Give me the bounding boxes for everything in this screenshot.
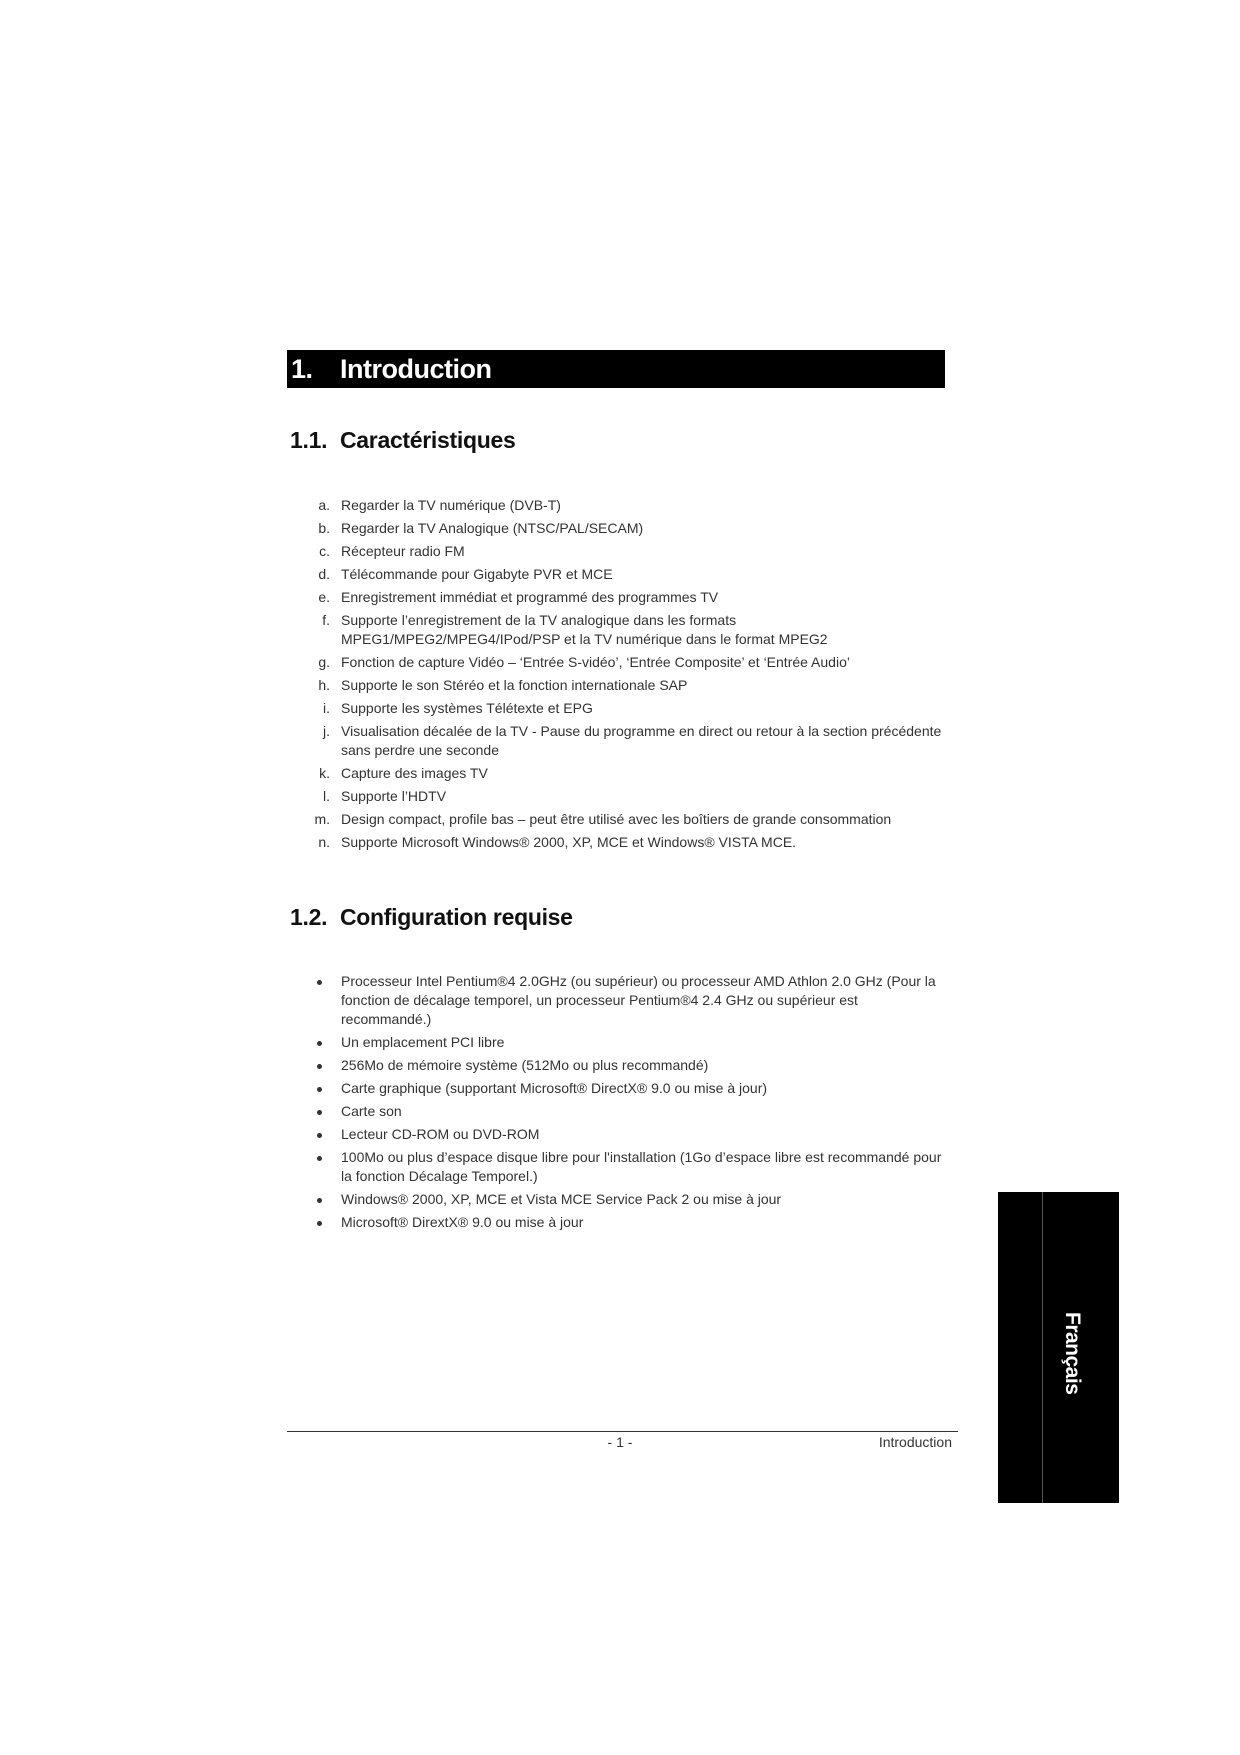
feature-item xyxy=(310,676,950,695)
requirement-text: Un emplacement PCI libre xyxy=(341,1034,505,1050)
feature-item xyxy=(310,588,950,607)
feature-marker: f. xyxy=(322,612,330,628)
feature-item xyxy=(310,542,950,561)
language-tab xyxy=(998,1192,1119,1503)
features-list xyxy=(310,496,950,856)
bullet-icon xyxy=(317,980,322,985)
requirement-item xyxy=(310,1056,950,1075)
feature-text: Design compact, profile bas – peut être utilisé avec les boîtiers de grande consommation xyxy=(341,811,892,827)
chapter-heading xyxy=(287,350,945,388)
feature-text: Fonction de capture Vidéo – ‘Entrée S-vidéo’, ‘Entrée Composite’ et ‘Entrée Audio’ xyxy=(341,654,850,670)
feature-text: Regarder la TV numérique (DVB-T) xyxy=(341,497,561,513)
language-tab-divider xyxy=(1042,1192,1043,1503)
requirement-text: Windows® 2000, XP, MCE et Vista MCE Service Pack 2 ou mise à jour xyxy=(341,1191,782,1207)
feature-text: Supporte l’enregistrement de la TV analogique dans les formats MPEG1/MPEG2/MPEG4/IPod/PSP et la TV numérique dans le format MPEG2 xyxy=(341,612,828,647)
requirement-item xyxy=(310,1213,950,1232)
chapter-title: Introduction xyxy=(340,354,492,384)
bullet-icon xyxy=(317,1156,322,1161)
requirements-number: 1.2. xyxy=(290,904,328,930)
requirement-text: Carte graphique (supportant Microsoft® DirectX® 9.0 ou mise à jour) xyxy=(341,1080,768,1096)
feature-item xyxy=(310,565,950,584)
page-number: - 1 - xyxy=(607,1434,633,1450)
bullet-icon xyxy=(317,1064,322,1069)
feature-marker: k. xyxy=(319,765,330,781)
feature-marker: d. xyxy=(318,566,330,582)
feature-item xyxy=(310,611,950,649)
bullet-icon xyxy=(317,1133,322,1138)
feature-text: Supporte le son Stéréo et la fonction internationale SAP xyxy=(341,677,688,693)
bullet-icon xyxy=(317,1041,322,1046)
requirement-item xyxy=(310,972,950,1029)
feature-item xyxy=(310,810,950,829)
feature-marker: c. xyxy=(319,543,330,559)
requirement-text: 100Mo ou plus d’espace disque libre pour l'installation (1Go d’espace libre est recommandé pour la fonction Décalage Temporel.) xyxy=(341,1149,942,1184)
bullet-icon xyxy=(317,1110,322,1115)
footer-divider xyxy=(287,1431,958,1432)
requirement-item xyxy=(310,1148,950,1186)
bullet-icon xyxy=(317,1087,322,1092)
feature-text: Regarder la TV Analogique (NTSC/PAL/SECAM) xyxy=(341,520,644,536)
feature-text: Télécommande pour Gigabyte PVR et MCE xyxy=(341,566,613,582)
bullet-icon xyxy=(317,1198,322,1203)
feature-item xyxy=(310,787,950,806)
feature-marker: g. xyxy=(318,654,330,670)
requirement-item xyxy=(310,1125,950,1144)
bullet-icon xyxy=(317,1221,322,1226)
requirement-text: Carte son xyxy=(341,1103,402,1119)
feature-marker: a. xyxy=(318,497,330,513)
feature-marker: b. xyxy=(318,520,330,536)
requirement-item xyxy=(310,1033,950,1052)
requirement-text: Processeur Intel Pentium®4 2.0GHz (ou supérieur) ou processeur AMD Athlon 2.0 GHz (Pour la fonction de décalage temporel, un processeur Pentium®4 2.4 GHz ou supérieur est recommandé.) xyxy=(341,973,936,1027)
chapter-number: 1. xyxy=(291,354,313,384)
feature-item xyxy=(310,833,950,852)
feature-text: Supporte Microsoft Windows® 2000, XP, MCE et Windows® VISTA MCE. xyxy=(341,834,797,850)
requirement-item xyxy=(310,1102,950,1121)
language-tab-label: Français xyxy=(1061,1312,1084,1395)
requirement-text: 256Mo de mémoire système (512Mo ou plus recommandé) xyxy=(341,1057,709,1073)
requirements-list xyxy=(310,972,950,1236)
feature-item xyxy=(310,722,950,760)
feature-text: Visualisation décalée de la TV - Pause du programme en direct ou retour à la section précédente sans perdre une seconde xyxy=(341,723,942,758)
requirement-item xyxy=(310,1079,950,1098)
feature-marker: m. xyxy=(314,811,330,827)
features-title: Caractéristiques xyxy=(340,427,516,453)
feature-marker: n. xyxy=(318,834,330,850)
feature-marker: l. xyxy=(323,788,330,804)
requirements-title: Configuration requise xyxy=(340,904,573,930)
feature-text: Capture des images TV xyxy=(341,765,488,781)
feature-item xyxy=(310,699,950,718)
feature-marker: i. xyxy=(323,700,330,716)
requirement-text: Lecteur CD-ROM ou DVD-ROM xyxy=(341,1126,540,1142)
requirement-text: Microsoft® DirextX® 9.0 ou mise à jour xyxy=(341,1214,584,1230)
requirement-item xyxy=(310,1190,950,1209)
feature-text: Récepteur radio FM xyxy=(341,543,465,559)
feature-item xyxy=(310,764,950,783)
feature-item xyxy=(310,496,950,515)
feature-text: Supporte les systèmes Télétexte et EPG xyxy=(341,700,593,716)
feature-marker: j. xyxy=(323,723,330,739)
feature-item xyxy=(310,653,950,672)
feature-marker: h. xyxy=(318,677,330,693)
features-number: 1.1. xyxy=(290,427,328,453)
feature-item xyxy=(310,519,950,538)
feature-marker: e. xyxy=(318,589,330,605)
footer-section-name: Introduction xyxy=(878,1434,952,1450)
feature-text: Supporte l’HDTV xyxy=(341,788,447,804)
feature-text: Enregistrement immédiat et programmé des programmes TV xyxy=(341,589,719,605)
